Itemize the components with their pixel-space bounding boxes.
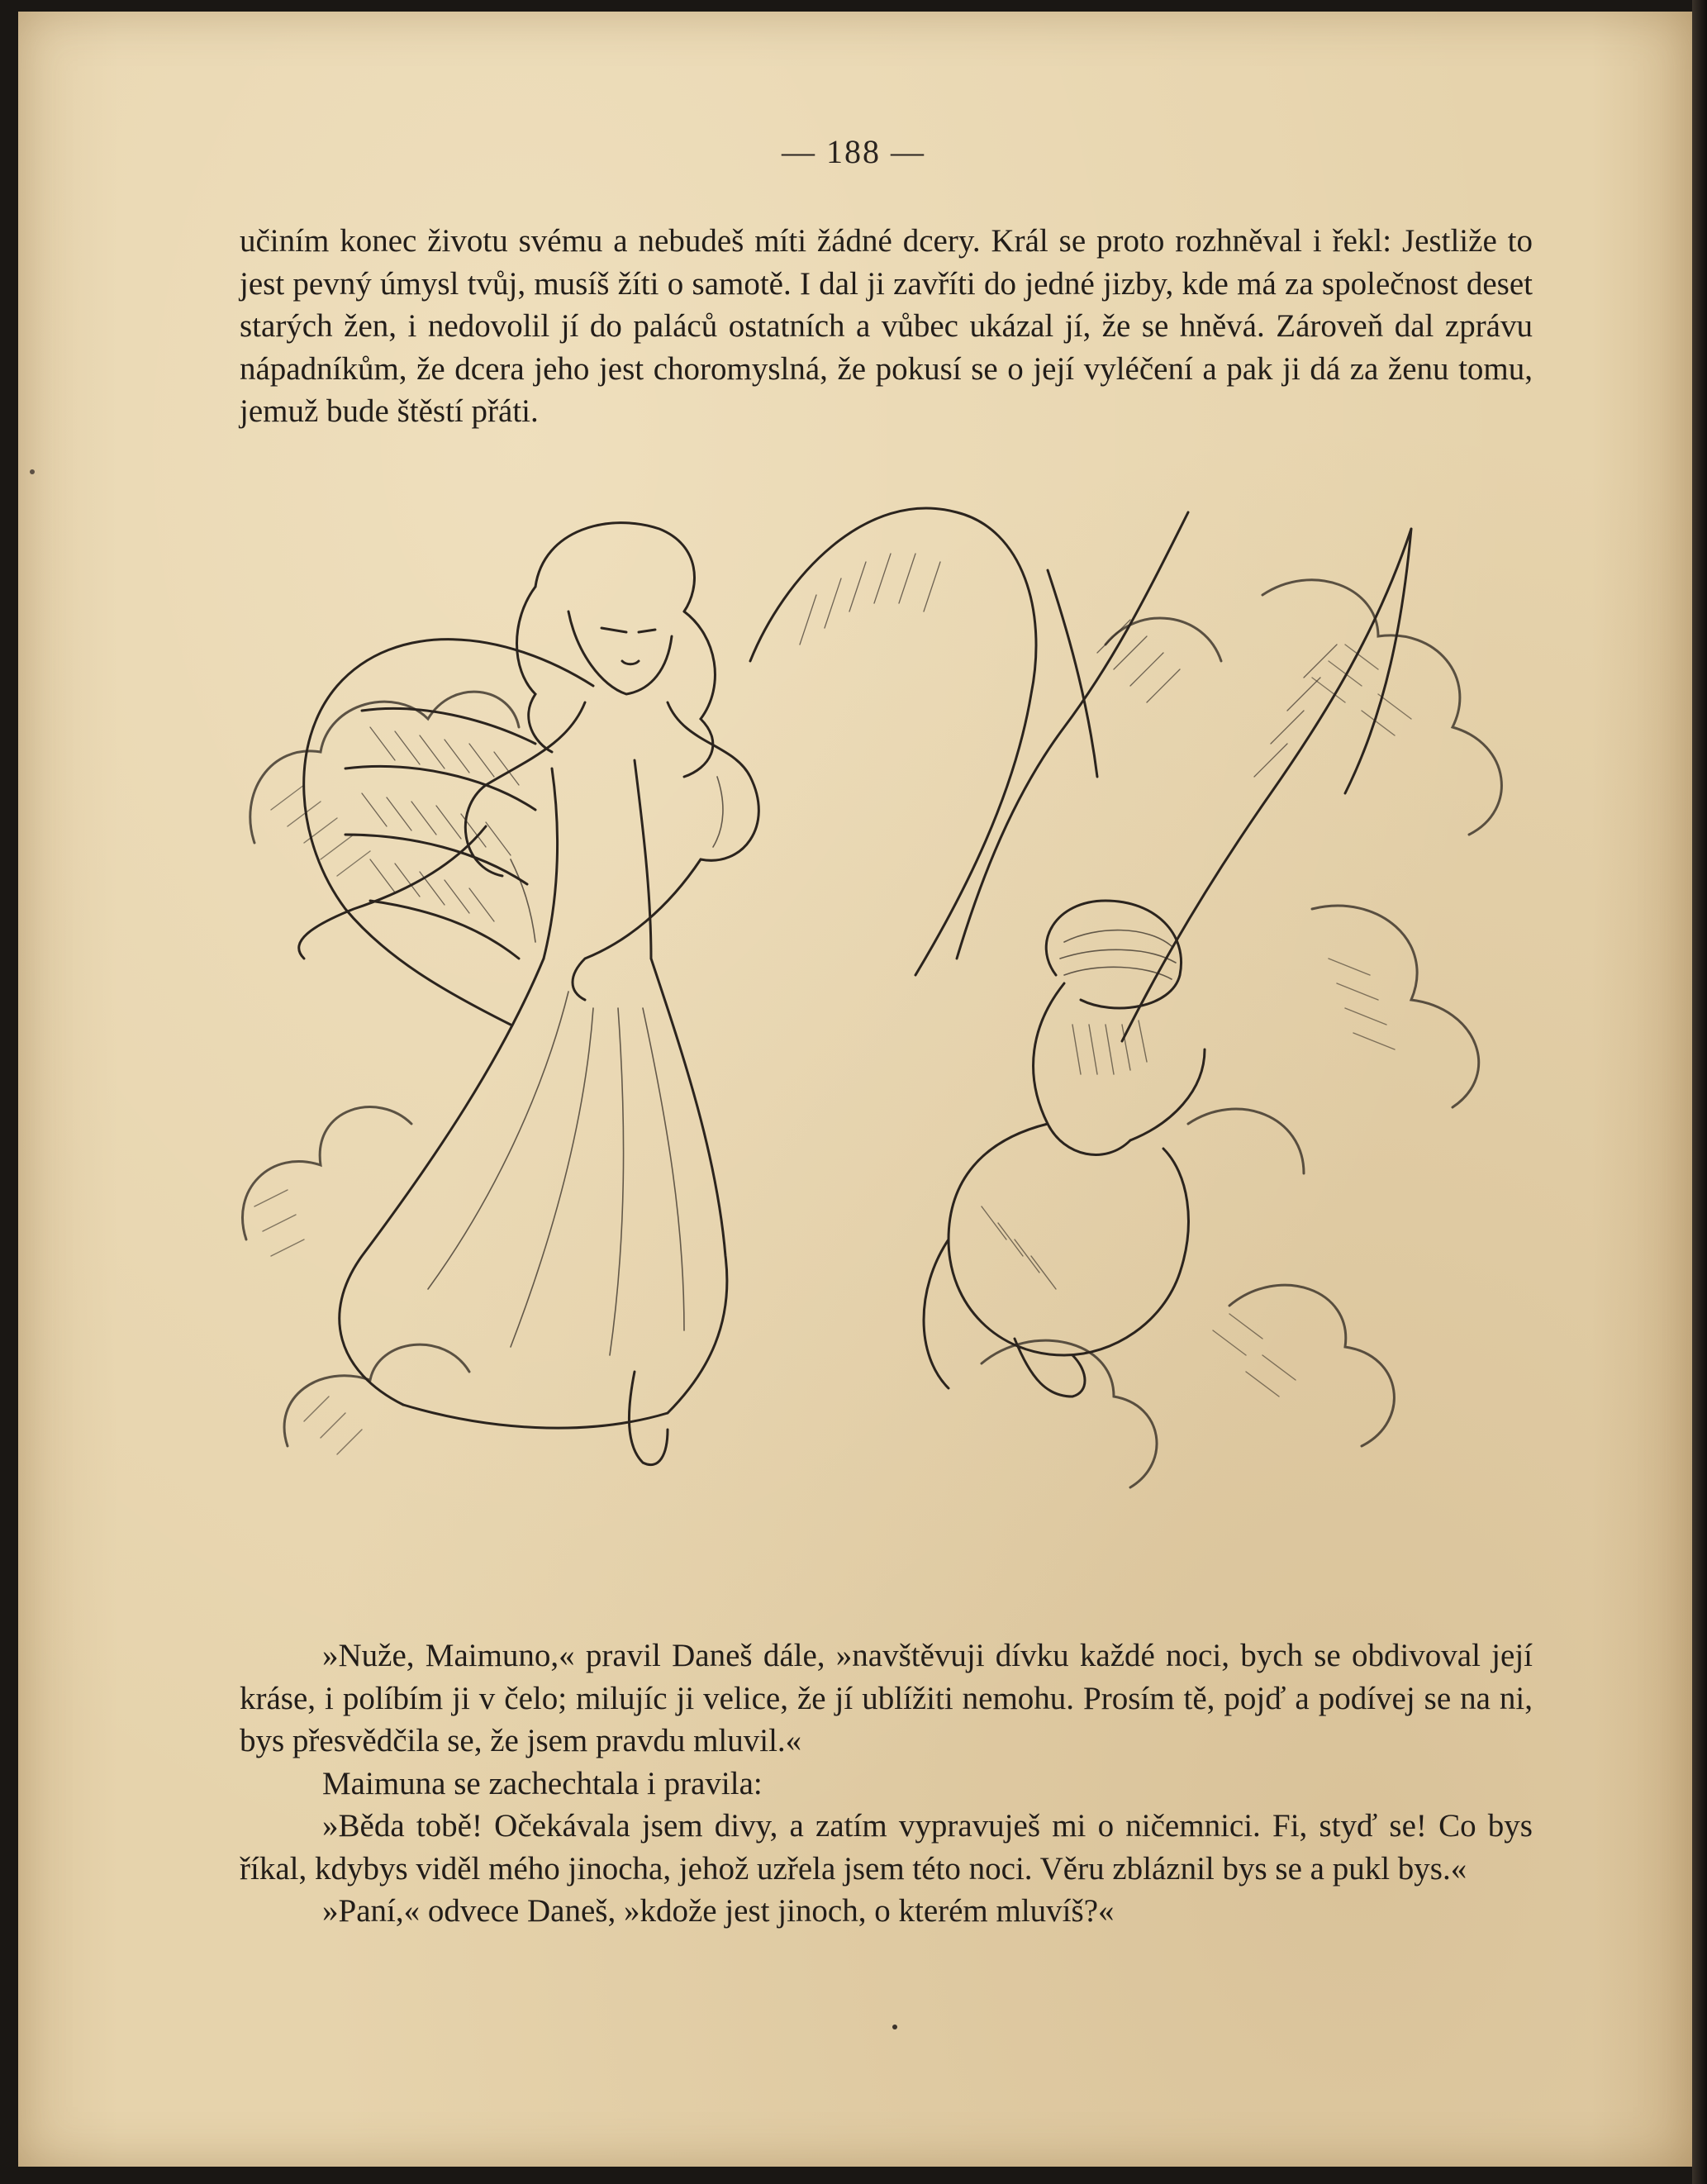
footer-speck: [892, 2025, 897, 2029]
dialogue-paragraph-4: »Paní,« odvece Daneš, »kdože jest jinoch, o kterém mluvíš?«: [322, 1893, 1115, 1929]
page-binding-edge: [1692, 0, 1707, 2184]
bottom-text-block: [240, 1634, 1533, 1933]
page-number: — 188 —: [782, 133, 925, 170]
angel-head: [517, 523, 716, 777]
top-text-block: [240, 220, 1533, 433]
dialogue-paragraph-1: »Nuže, Maimuno,« pravil Daneš dále, »navštěvuji dívku každé noci, bych se obdivoval její kráse, i políbím ji v čelo; milujíc ji velice, že jí ublížiti nemohu. Prosím tě, pojď a podívej se na ni, bys přesvědčila se, že jsem pravdu mluvil.«: [240, 1638, 1533, 1758]
dress-folds: [428, 777, 723, 1355]
angel-body: [299, 702, 759, 1465]
right-wing-feathers: [800, 554, 1337, 777]
dialogue-paragraph-3: »Běda tobě! Očekávala jsem divy, a zatím vypravuješ mi o ničemnici. Fi, styď se! Co bys říkal, kdybys viděl mého jinocha, jehož uzřela jsem této noci. Věru zbláznil bys se a pukl bys.«: [240, 1808, 1533, 1887]
right-wing: [750, 508, 1411, 1041]
left-wing-feathers: [362, 727, 519, 921]
top-paragraph: učiním konec životu svému a nebudeš míti žádné dcery. Král se proto rozhněval i řekl: Jestliže to jest pevný úmysl tvůj, musíš žíti o samotě. I dal ji zavříti do jedné jizby, kde má za společnost deset starých žen, i nedovolil jí do paláců ostatních a vůbec ukázal jí, že se hněvá. Zároveň dal zprávu nápadníkům, že dcera jeho jest choromyslná, že pokusí se o její vyléčení a pak ji dá za ženu tomu, jemuž bude štěstí přáti.: [240, 223, 1533, 429]
cloud-hatching: [254, 645, 1411, 1454]
beard-hatching: [982, 1021, 1147, 1289]
page-speck: [30, 469, 35, 474]
cloud-shapes: [243, 580, 1502, 1487]
dialogue-paragraph-2: Maimuna se zachechtala i pravila:: [322, 1765, 763, 1801]
angel-illustration: [238, 496, 1535, 1607]
